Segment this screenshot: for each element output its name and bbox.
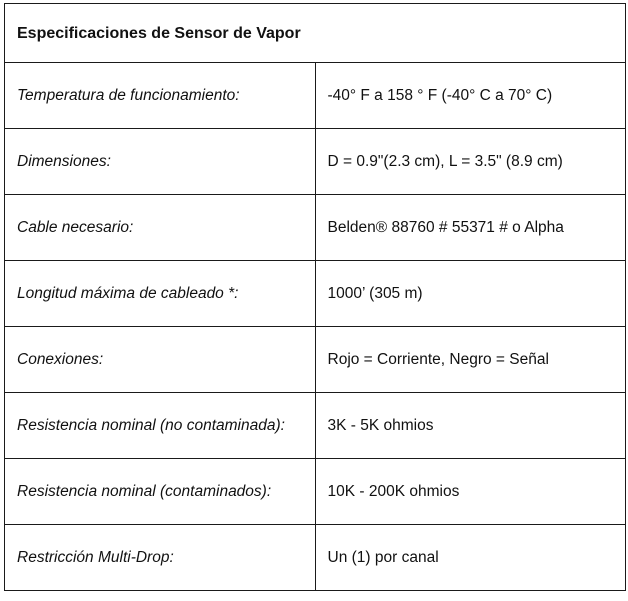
table-row [5, 261, 626, 327]
spec-label-nominal-resistance-clean: Resistencia nominal (no contaminada): [5, 393, 316, 459]
spec-label-multi-drop-restriction: Restricción Multi-Drop: [5, 525, 316, 591]
spec-value-nominal-resistance-clean: 3K - 5K ohmios [315, 393, 626, 459]
table-title: Especificaciones de Sensor de Vapor [5, 4, 626, 63]
spec-label-operating-temperature: Temperatura de funcionamiento: [5, 63, 316, 129]
spec-label-connections: Conexiones: [5, 327, 316, 393]
table-row [5, 63, 626, 129]
spec-value-max-wiring-length: 1000’ (305 m) [315, 261, 626, 327]
spec-value-required-cable: Belden® 88760 # 55371 # o Alpha [315, 195, 626, 261]
table-row [5, 393, 626, 459]
spec-label-nominal-resistance-contaminated: Resistencia nominal (contaminados): [5, 459, 316, 525]
table-row [5, 459, 626, 525]
spec-label-max-wiring-length: Longitud máxima de cableado *: [5, 261, 316, 327]
table-row [5, 195, 626, 261]
specifications-table [4, 3, 626, 591]
table-row [5, 129, 626, 195]
spec-value-dimensions: D = 0.9"(2.3 cm), L = 3.5" (8.9 cm) [315, 129, 626, 195]
spec-label-required-cable: Cable necesario: [5, 195, 316, 261]
table-header-row [5, 4, 626, 63]
table-row [5, 525, 626, 591]
spec-value-operating-temperature: -40° F a 158 ° F (-40° C a 70° C) [315, 63, 626, 129]
table-row [5, 327, 626, 393]
spec-value-connections: Rojo = Corriente, Negro = Señal [315, 327, 626, 393]
spec-value-multi-drop-restriction: Un (1) por canal [315, 525, 626, 591]
spec-label-dimensions: Dimensiones: [5, 129, 316, 195]
spec-value-nominal-resistance-contaminated: 10K - 200K ohmios [315, 459, 626, 525]
